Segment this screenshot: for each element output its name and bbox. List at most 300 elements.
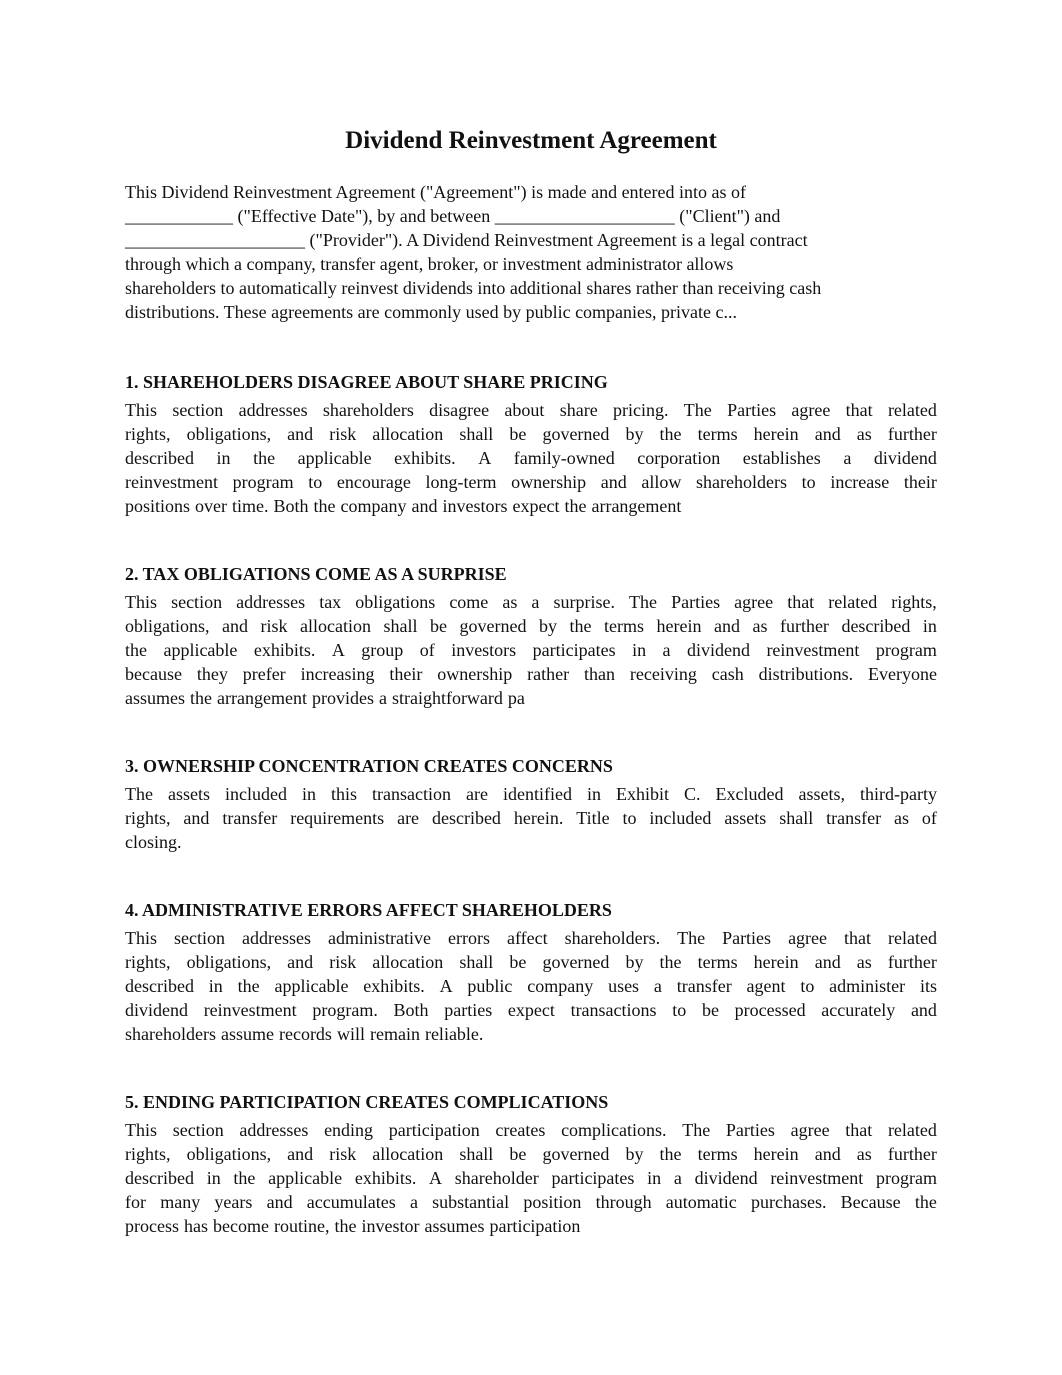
word: addresses — [242, 928, 311, 948]
word: and — [910, 1000, 937, 1020]
word: identified — [502, 784, 572, 804]
word: terms — [697, 952, 738, 972]
word: and — [287, 1144, 314, 1164]
intro-line: through which a company, transfer agent, broker, or investment administrator allows — [125, 254, 734, 274]
word: this — [330, 784, 357, 804]
section-body — [125, 782, 937, 854]
word: The — [677, 928, 706, 948]
word: terms — [697, 1144, 738, 1164]
word: exhibits. — [394, 448, 456, 468]
word: transfer — [676, 976, 732, 996]
word: further — [887, 952, 937, 972]
word: Everyone — [867, 664, 937, 684]
word: by — [625, 1144, 644, 1164]
word: assets — [167, 784, 210, 804]
word: to — [801, 472, 816, 492]
word: and — [287, 424, 314, 444]
word: further — [779, 616, 829, 636]
section-line — [125, 398, 937, 422]
word: dividend — [873, 448, 937, 468]
word: come — [449, 592, 489, 612]
word: be — [429, 616, 447, 636]
word: ownership — [511, 472, 587, 492]
word: applicable — [268, 1168, 343, 1188]
word: will — [336, 1024, 365, 1044]
word: share — [559, 400, 598, 420]
word: exhibits. — [253, 640, 316, 660]
word: allocation — [372, 1144, 444, 1164]
word: as — [856, 952, 872, 972]
word: increase — [830, 472, 890, 492]
word: risk — [329, 1144, 357, 1164]
section-line — [125, 1190, 937, 1214]
word: as — [752, 616, 768, 636]
section-line — [125, 1022, 937, 1046]
section-line — [125, 974, 937, 998]
word: position — [523, 1192, 582, 1212]
word: a — [531, 592, 540, 612]
word: substantial — [432, 1192, 510, 1212]
word: to — [308, 472, 323, 492]
word: that — [845, 1120, 873, 1140]
word: participation — [489, 1216, 581, 1236]
word: A — [439, 976, 453, 996]
word: a — [409, 1192, 418, 1212]
word: its — [919, 976, 937, 996]
word: investor — [361, 1216, 420, 1236]
word: rights, — [125, 808, 171, 828]
word: addresses — [236, 592, 306, 612]
word: prefer — [242, 664, 286, 684]
word: described — [431, 808, 501, 828]
word: Parties — [727, 400, 777, 420]
word: time. — [232, 496, 269, 516]
word: accurately — [821, 1000, 896, 1020]
section-line — [125, 494, 937, 518]
word: shareholders — [696, 472, 788, 492]
word: The — [629, 592, 658, 612]
word: Both — [393, 1000, 429, 1020]
document-title: Dividend Reinvestment Agreement — [345, 127, 717, 154]
word: tax — [319, 592, 342, 612]
word: governed — [542, 424, 610, 444]
section-heading: 4. ADMINISTRATIVE ERRORS AFFECT SHAREHOLDERS — [125, 900, 612, 920]
word: program — [876, 1168, 937, 1188]
section-line — [125, 1118, 937, 1142]
word: shall — [459, 952, 494, 972]
word: assume — [220, 1024, 274, 1044]
word: addresses — [238, 400, 308, 420]
word: Excluded — [715, 784, 784, 804]
word: rights, — [125, 424, 171, 444]
word: shall — [383, 616, 418, 636]
word: shareholder — [454, 1168, 539, 1188]
word: be — [509, 1144, 527, 1164]
word: risk — [329, 424, 357, 444]
word: terms — [697, 424, 738, 444]
word: for — [125, 1192, 146, 1212]
word: surprise. — [553, 592, 615, 612]
word: described — [841, 616, 911, 636]
intro-line: distributions. These agreements are commonly used by public companies, private c... — [125, 302, 738, 322]
word: disagree — [429, 400, 490, 420]
word: as — [856, 1144, 872, 1164]
word: assumes — [125, 688, 185, 708]
word: shareholders. — [564, 928, 661, 948]
section-line — [125, 950, 937, 974]
section-body — [125, 926, 937, 1046]
word: This — [125, 928, 158, 948]
word: herein — [656, 616, 702, 636]
intro-line: ____________________ ("Provider"). A Dividend Reinvestment Agreement is a legal contract — [125, 230, 808, 250]
word: increasing — [300, 664, 375, 684]
section-heading: 1. SHAREHOLDERS DISAGREE ABOUT SHARE PRICING — [125, 372, 608, 392]
word: routine, — [273, 1216, 330, 1236]
section-line — [125, 806, 937, 830]
word: addresses — [239, 1120, 309, 1140]
word: in — [922, 616, 937, 636]
word: as — [502, 592, 518, 612]
word: processed — [734, 1000, 806, 1020]
word: This — [125, 1120, 158, 1140]
word: agree — [734, 592, 774, 612]
word: the — [125, 640, 147, 660]
word: The — [683, 400, 712, 420]
word: their — [903, 472, 937, 492]
word: by — [625, 424, 644, 444]
word: corporation — [637, 448, 721, 468]
word: expect — [507, 1000, 555, 1020]
word: program. — [312, 1000, 378, 1020]
word: remain — [369, 1024, 420, 1044]
word: to — [672, 1000, 687, 1020]
word: third-party — [859, 784, 937, 804]
word: purchases. — [750, 1192, 827, 1212]
section-line — [125, 446, 937, 470]
word: obligations — [355, 592, 436, 612]
section-line — [125, 614, 937, 638]
word: This — [125, 592, 158, 612]
word: be — [509, 424, 527, 444]
word: that — [844, 928, 872, 948]
word: a — [673, 1168, 682, 1188]
word: through — [595, 1192, 652, 1212]
word: by — [625, 952, 644, 972]
word: are — [465, 784, 488, 804]
word: long-term — [425, 472, 497, 492]
word: are — [397, 808, 420, 828]
word: in — [301, 784, 316, 804]
word: rights, — [891, 592, 937, 612]
word: errors — [447, 928, 490, 948]
word: allocation — [372, 952, 444, 972]
word: creates — [495, 1120, 546, 1140]
section-5 — [125, 1090, 937, 1238]
section-heading: 5. ENDING PARTICIPATION CREATES COMPLICATIONS — [125, 1092, 609, 1112]
word: company — [340, 496, 407, 516]
word: applicable — [297, 448, 372, 468]
word: and — [814, 424, 841, 444]
word: A — [478, 448, 492, 468]
word: investors — [451, 640, 517, 660]
word: administer — [829, 976, 906, 996]
word: by — [538, 616, 557, 636]
word: reinvestment — [203, 1000, 297, 1020]
word: agree — [790, 1120, 830, 1140]
word: administrative — [328, 928, 431, 948]
word: receiving — [629, 664, 697, 684]
word: agree — [791, 400, 831, 420]
section-1 — [125, 370, 937, 518]
word: transactions — [570, 1000, 657, 1020]
word: and — [411, 496, 438, 516]
word: provides — [311, 688, 374, 708]
word: rights, — [125, 1144, 171, 1164]
word: allocation — [300, 616, 371, 636]
word: applicable — [274, 976, 349, 996]
word: assets — [724, 808, 767, 828]
word: encourage — [336, 472, 411, 492]
word: agree — [788, 928, 828, 948]
word: obligations, — [186, 424, 272, 444]
word: closing. — [125, 832, 182, 852]
word: to — [622, 808, 637, 828]
word: section — [172, 1120, 224, 1140]
word: reinvestment — [766, 640, 860, 660]
word: public — [467, 976, 513, 996]
word: and — [600, 472, 627, 492]
word: The — [682, 1120, 711, 1140]
word: they — [196, 664, 228, 684]
word: be — [509, 952, 527, 972]
word: shall — [779, 808, 814, 828]
word: automatic — [665, 1192, 737, 1212]
word: the — [659, 952, 682, 972]
word: in — [208, 976, 223, 996]
word: the — [659, 1144, 682, 1164]
word: arrangement — [217, 688, 307, 708]
word: parties — [444, 1000, 493, 1020]
word: included — [649, 808, 712, 828]
word: to — [800, 976, 815, 996]
word: cash — [711, 664, 744, 684]
word: assets, — [798, 784, 845, 804]
word: reliable. — [424, 1024, 484, 1044]
word: as — [894, 808, 909, 828]
word: the — [190, 688, 212, 708]
word: Exhibit — [615, 784, 669, 804]
word: The — [125, 784, 153, 804]
word: in — [206, 1168, 221, 1188]
word: of — [921, 808, 937, 828]
word: that — [787, 592, 815, 612]
word: shareholders — [322, 400, 414, 420]
word: pricing. — [613, 400, 669, 420]
word: This — [125, 400, 158, 420]
word: and — [287, 952, 314, 972]
section-line — [125, 1166, 937, 1190]
section-line — [125, 422, 937, 446]
word: related — [887, 1120, 937, 1140]
word: governed — [542, 1144, 610, 1164]
word: reinvestment — [770, 1168, 864, 1188]
word: risk — [329, 952, 357, 972]
word: section — [171, 592, 223, 612]
word: shall — [459, 1144, 494, 1164]
word: and — [713, 616, 740, 636]
word: the — [313, 496, 336, 516]
word: a — [662, 640, 671, 660]
word: process — [125, 1216, 179, 1236]
word: that — [845, 400, 873, 420]
word: affect — [506, 928, 548, 948]
word: the — [334, 1216, 357, 1236]
word: Parties — [722, 928, 772, 948]
intro-line: ____________ ("Effective Date"), by and between ____________________ ("Client") and — [125, 206, 781, 226]
word: herein. — [513, 808, 564, 828]
word: the — [914, 1192, 937, 1212]
word: the — [569, 616, 592, 636]
word: pa — [507, 688, 525, 708]
word: reinvestment — [125, 472, 218, 492]
word: risk — [260, 616, 288, 636]
word: herein — [753, 424, 799, 444]
word: herein — [753, 1144, 799, 1164]
section-heading: 2. TAX OBLIGATIONS COME AS A SURPRISE — [125, 564, 507, 584]
section-3 — [125, 754, 937, 854]
word: complications. — [561, 1120, 667, 1140]
word: the — [237, 976, 260, 996]
word: exhibits. — [363, 976, 425, 996]
word: dividend — [125, 1000, 188, 1020]
word: group — [361, 640, 404, 660]
section-body — [125, 590, 937, 710]
word: and — [183, 808, 210, 828]
word: has — [183, 1216, 208, 1236]
word: governed — [459, 616, 527, 636]
word: described — [125, 448, 194, 468]
word: and — [814, 952, 841, 972]
section-line — [125, 470, 937, 494]
word: as — [856, 424, 872, 444]
word: section — [172, 400, 224, 420]
word: uses — [608, 976, 640, 996]
word: governed — [542, 952, 610, 972]
word: exhibits. — [354, 1168, 417, 1188]
word: arrangement — [591, 496, 682, 516]
word: C. — [683, 784, 701, 804]
word: the — [564, 496, 587, 516]
section-body — [125, 398, 937, 518]
word: because — [125, 664, 182, 684]
word: dividend — [686, 640, 750, 660]
word: ending — [324, 1120, 374, 1140]
word: in — [586, 784, 601, 804]
word: a — [653, 976, 662, 996]
word: related — [887, 400, 937, 420]
section-line — [125, 662, 937, 686]
word: shall — [459, 424, 494, 444]
word: program — [875, 640, 937, 660]
word: requirements — [290, 808, 385, 828]
word: Parties — [725, 1120, 775, 1140]
word: transfer — [222, 808, 278, 828]
word: participates — [551, 1168, 635, 1188]
word: family-owned — [513, 448, 615, 468]
word: A — [429, 1168, 443, 1188]
word: ownership — [437, 664, 513, 684]
word: of — [419, 640, 435, 660]
section-line — [125, 782, 937, 806]
word: and — [222, 616, 248, 636]
word: a — [843, 448, 852, 468]
word: dividend — [694, 1168, 758, 1188]
word: than — [584, 664, 615, 684]
word: company — [527, 976, 594, 996]
word: the — [659, 424, 682, 444]
word: related — [888, 928, 937, 948]
word: herein — [753, 952, 799, 972]
word: many — [160, 1192, 201, 1212]
word: transfer — [826, 808, 882, 828]
word: assumes — [424, 1216, 485, 1236]
word: Title — [576, 808, 610, 828]
word: accumulates — [306, 1192, 396, 1212]
word: and — [266, 1192, 293, 1212]
word: expect — [512, 496, 560, 516]
word: further — [887, 424, 937, 444]
word: in — [632, 640, 647, 660]
word: investors — [442, 496, 508, 516]
word: become — [212, 1216, 269, 1236]
section-line — [125, 926, 937, 950]
word: Parties — [671, 592, 721, 612]
word: over — [195, 496, 227, 516]
word: rights, — [125, 952, 171, 972]
word: terms — [603, 616, 644, 636]
word: transaction — [372, 784, 451, 804]
word: allow — [641, 472, 682, 492]
section-line — [125, 830, 937, 854]
intro-line: shareholders to automatically reinvest dividends into additional shares rather than receiving cash — [125, 278, 822, 298]
section-line — [125, 590, 937, 614]
section-body — [125, 1118, 937, 1238]
word: be — [701, 1000, 719, 1020]
word: related — [828, 592, 878, 612]
word: obligations, — [186, 1144, 272, 1164]
word: and — [814, 1144, 841, 1164]
word: program — [232, 472, 294, 492]
section-4 — [125, 898, 937, 1046]
word: obligations, — [125, 616, 210, 636]
word: participates — [532, 640, 616, 660]
word: Because — [840, 1192, 901, 1212]
word: in — [216, 448, 231, 468]
word: about — [504, 400, 545, 420]
word: shareholders — [125, 1024, 216, 1044]
section-line — [125, 1142, 937, 1166]
word: distributions. — [758, 664, 854, 684]
word: allocation — [372, 424, 444, 444]
word: rather — [527, 664, 570, 684]
word: their — [389, 664, 423, 684]
word: establishes — [742, 448, 821, 468]
word: straightforward — [391, 688, 503, 708]
word: A — [331, 640, 345, 660]
section-2 — [125, 562, 937, 710]
section-line — [125, 686, 937, 710]
section-heading: 3. OWNERSHIP CONCENTRATION CREATES CONCERNS — [125, 756, 613, 776]
